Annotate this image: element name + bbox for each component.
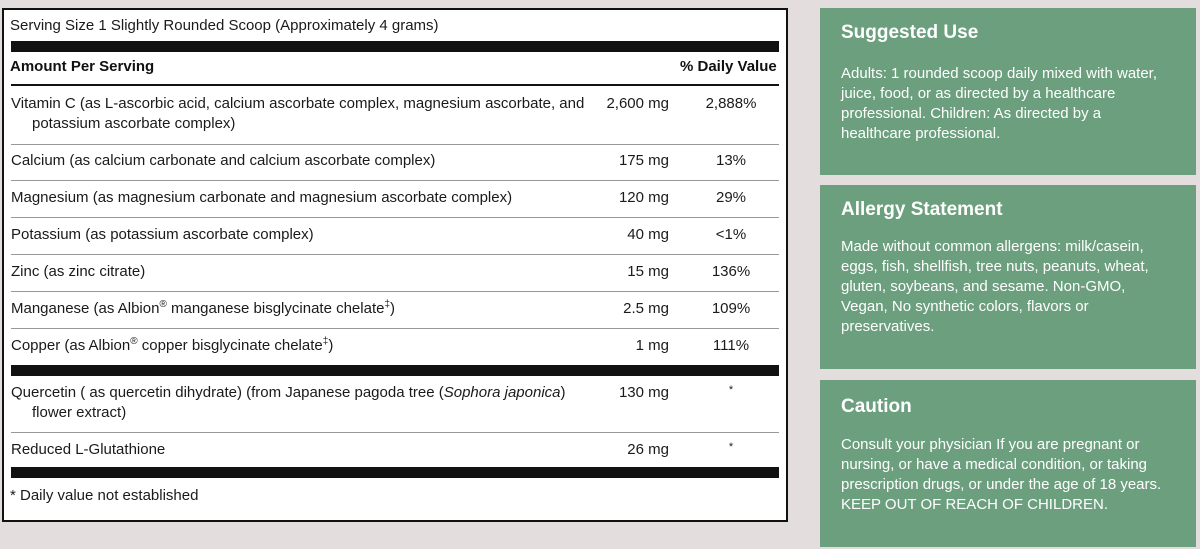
caution-title: Caution — [841, 396, 912, 417]
nutrient-name: Manganese (as Albion® manganese bisglycinate chelate‡) — [11, 299, 396, 317]
row-divider — [11, 432, 779, 433]
suggested-use-title: Suggested Use — [841, 22, 979, 43]
allergy-statement-box — [820, 185, 1196, 369]
ingredient-name: Reduced L-Glutathione — [11, 441, 166, 458]
nutrient-amount: 40 mg — [627, 226, 669, 243]
ingredient-amount: 26 mg — [627, 441, 669, 458]
footnote: * Daily value not established — [10, 487, 199, 504]
caution-box — [820, 380, 1196, 547]
nutrient-daily-value: 109% — [711, 300, 751, 317]
header-divider — [11, 84, 779, 86]
nutrient-name: Vitamin C (as L-ascorbic acid, calcium ascorbate complex, magnesium ascorbate, and potassium ascorbate complex) — [11, 95, 585, 132]
nutrient-amount: 2,600 mg — [606, 95, 669, 112]
thick-divider — [11, 41, 779, 52]
nutrient-daily-value: 136% — [711, 263, 751, 280]
caution-text: Consult your physician If you are pregnant or nursing, or have a medical condition, or taking prescription drugs, or under the age of 18 years. KEEP OUT OF REACH OF CHILDREN. — [841, 436, 1162, 513]
thick-divider — [11, 365, 779, 376]
ingredient-amount: 130 mg — [618, 384, 669, 401]
row-divider — [11, 291, 779, 292]
nutrient-name: Potassium (as potassium ascorbate complex) — [11, 226, 314, 243]
suggested-use-text: Adults: 1 rounded scoop daily mixed with water, juice, food, or as directed by a healthcare professional. Children: As directed by a healthcare professional. — [841, 65, 1158, 142]
nutrient-daily-value: 2,888% — [705, 95, 757, 112]
nutrient-daily-value: 13% — [715, 152, 747, 169]
ingredient-daily-value: * — [728, 441, 734, 453]
nutrient-name: Calcium (as calcium carbonate and calcium ascorbate complex) — [11, 152, 436, 169]
nutrient-daily-value: 29% — [715, 189, 747, 206]
ingredient-name: Quercetin ( as quercetin dihydrate) (from Japanese pagoda tree (Sophora japonica) flower extract) — [11, 384, 566, 421]
nutrient-amount: 120 mg — [618, 189, 669, 206]
suggested-use-box — [820, 8, 1196, 175]
daily-value-header: % Daily Value — [680, 58, 777, 75]
row-divider — [11, 144, 779, 145]
row-divider — [11, 180, 779, 181]
nutrient-name: Magnesium (as magnesium carbonate and magnesium ascorbate complex) — [11, 189, 513, 206]
row-divider — [11, 254, 779, 255]
supplement-facts-panel — [2, 8, 788, 522]
row-divider — [11, 328, 779, 329]
nutrient-amount: 15 mg — [627, 263, 669, 280]
amount-per-serving-header: Amount Per Serving — [10, 58, 155, 75]
nutrient-daily-value: <1% — [715, 226, 747, 243]
serving-size: Serving Size 1 Slightly Rounded Scoop (Approximately 4 grams) — [10, 17, 439, 34]
ingredient-daily-value: * — [728, 384, 734, 396]
nutrient-amount: 1 mg — [635, 337, 669, 354]
allergy-statement-title: Allergy Statement — [841, 199, 1003, 220]
thick-divider — [11, 467, 779, 478]
allergy-statement-text: Made without common allergens: milk/casein, eggs, fish, shellfish, tree nuts, peanuts, wheat, gluten, soybeans, and sesame. Non-GMO, Vegan, No synthetic colors, flavors or preservatives. — [841, 238, 1149, 335]
nutrient-daily-value: 111% — [712, 337, 750, 354]
row-divider — [11, 217, 779, 218]
nutrient-name: Copper (as Albion® copper bisglycinate chelate‡) — [11, 336, 334, 354]
nutrient-amount: 175 mg — [618, 152, 669, 169]
nutrient-amount: 2.5 mg — [623, 300, 669, 317]
nutrient-name: Zinc (as zinc citrate) — [11, 263, 146, 280]
